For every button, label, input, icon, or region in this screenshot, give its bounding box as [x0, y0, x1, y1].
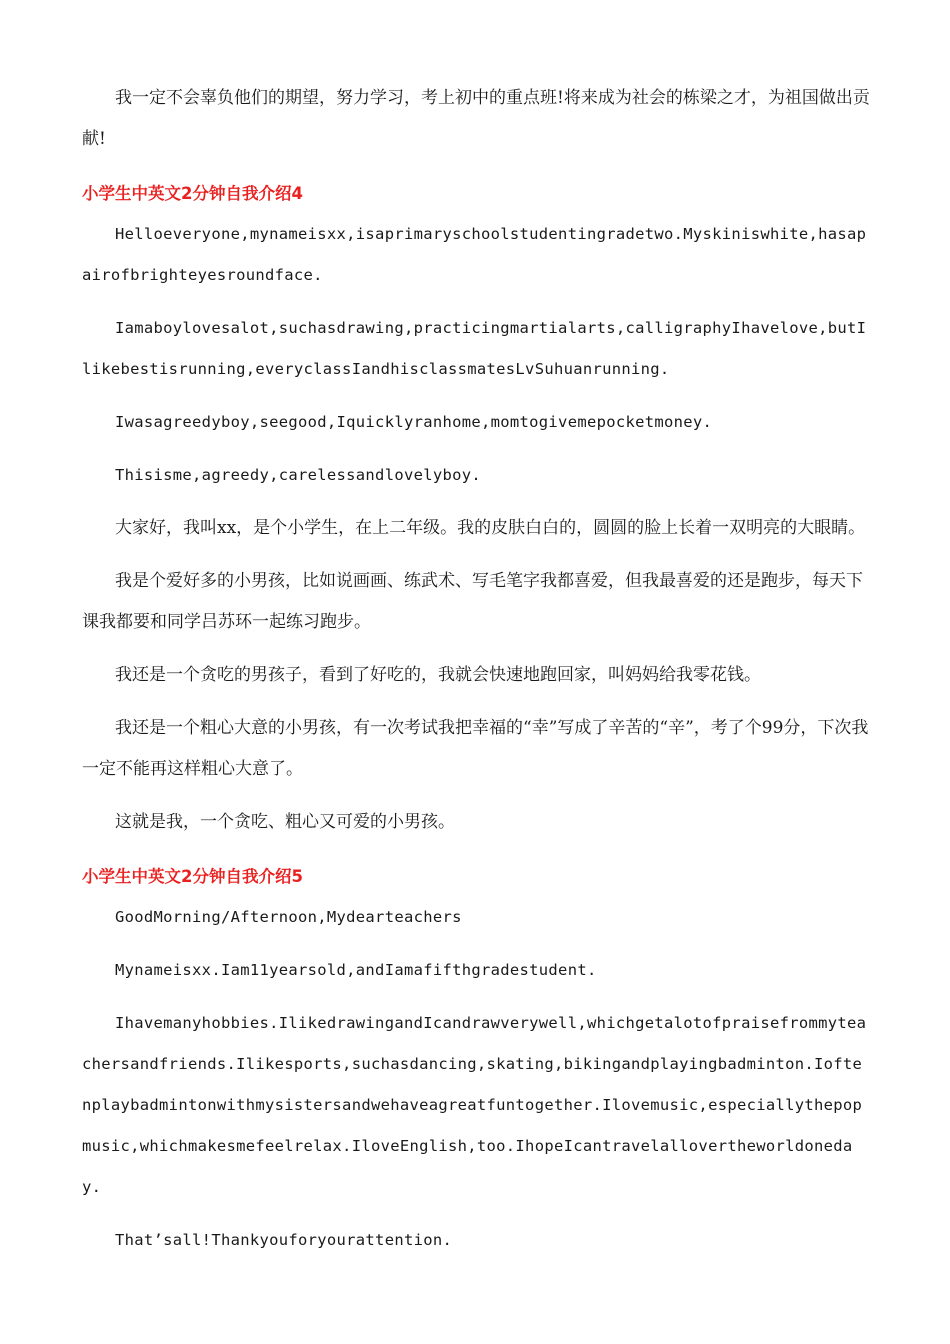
paragraph: Iamaboylovesalot,suchasdrawing,practicingmartialarts,calligraphyIhavelove,butIlikebestisrunning,everyclassIandhisclassmatesLvSuhuanrunning. [82, 319, 867, 378]
section-heading: 小学生中英文2分钟自我介绍5 [82, 867, 303, 886]
paragraph: 这就是我，一个贪吃、粗心又可爱的小男孩。 [115, 812, 455, 832]
paragraph: 我一定不会辜负他们的期望，努力学习，考上初中的重点班!将来成为社会的栋梁之才，为祖国做出贡献! [82, 88, 870, 149]
paragraph: Mynameisxx.Iam11yearsold,andIamafifthgradestudent. [115, 961, 597, 979]
paragraph: GoodMorning/Afternoon,Mydearteachers [115, 908, 462, 926]
paragraph: 我是个爱好多的小男孩，比如说画画、练武术、写毛笔字我都喜爱，但我最喜爱的还是跑步，每天下课我都要和同学吕苏环一起练习跑步。 [82, 571, 863, 632]
paragraph: Iwasagreedyboy,seegood,Iquicklyranhome,momtogivemepocketmoney. [115, 413, 713, 431]
paragraph: That’sall!Thankyouforyourattention. [115, 1231, 453, 1249]
paragraph: Ihavemanyhobbies.IlikedrawingandIcandrawverywell,whichgetalotofpraisefrommyteachersandfriends.Ilikesports,suchasdancing,skating,bikingandplayingbadminton.Ioftenplaybadmintonwithmysistersandwehaveagreatfuntogether.Ilovemusic,especiallythepopmusic,whichmakesmefeelrelax.IloveEnglish,too.IhopeIcantravelallovertheworldoneday. [82, 1014, 867, 1196]
paragraph: 我还是一个贪吃的男孩子，看到了好吃的，我就会快速地跑回家，叫妈妈给我零花钱。 [115, 665, 761, 685]
paragraph: Thisisme,agreedy,carelessandlovelyboy. [115, 466, 482, 484]
document-page [82, 78, 870, 1261]
paragraph: 我还是一个粗心大意的小男孩，有一次考试我把幸福的“幸”写成了辛苦的“辛”，考了个99分，下次我一定不能再这样粗心大意了。 [82, 718, 869, 779]
paragraph: Helloeveryone,mynameisxx,isaprimaryschoolstudentingradetwo.Myskiniswhite,hasapairofbrighteyesroundface. [82, 225, 867, 284]
paragraph: 大家好，我叫xx，是个小学生，在上二年级。我的皮肤白白的，圆圆的脸上长着一双明亮的大眼睛。 [115, 518, 866, 538]
section-heading: 小学生中英文2分钟自我介绍4 [82, 184, 303, 203]
